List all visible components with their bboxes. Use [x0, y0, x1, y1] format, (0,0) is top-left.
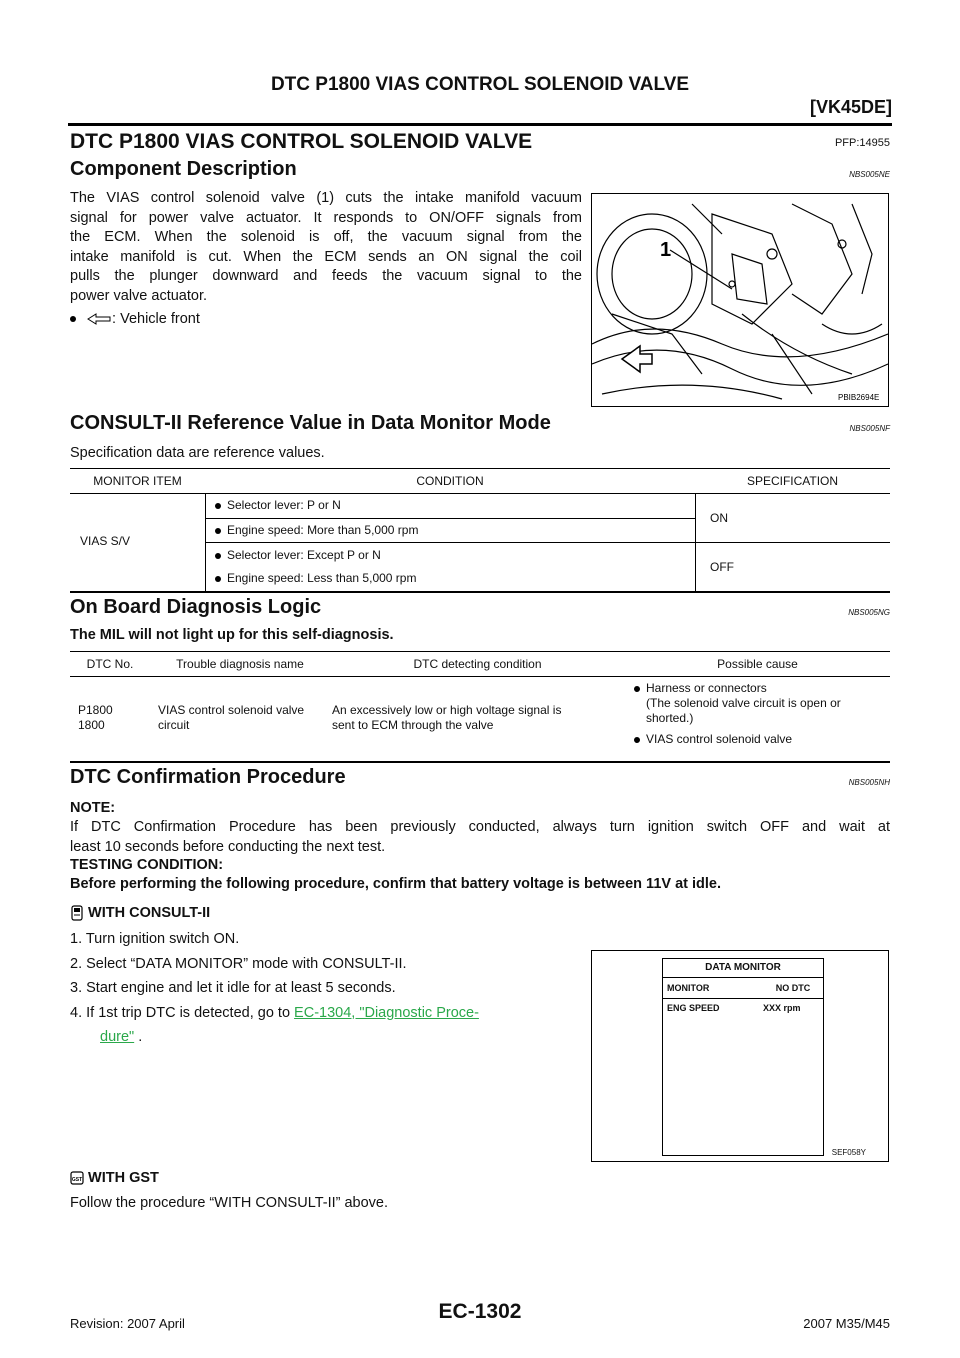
diagnostic-procedure-link[interactable]: EC-1304, "Diagnostic Proce- [294, 1004, 479, 1021]
detect-condition-line: An excessively low or high voltage signal is [332, 703, 562, 717]
condition-text: Selector lever: Except P or N [227, 548, 381, 562]
cause-text: VIAS control solenoid valve [646, 732, 793, 746]
procedure-steps [70, 927, 479, 1050]
page-number: EC-1302 [438, 1300, 522, 1323]
table-header: CONDITION [416, 474, 484, 488]
gst-instruction: Follow the procedure “WITH CONSULT-II” above. [70, 1195, 389, 1211]
engine-bay-figure [591, 193, 889, 407]
dtc-code: 1800 [78, 718, 105, 732]
table-header: DTC detecting condition [413, 657, 542, 671]
engine-illustration [592, 194, 888, 406]
component-description-text [70, 189, 582, 306]
bullet-icon [70, 316, 76, 322]
component-line: the ECM. When the solenoid is off, the vacuum signal from the [70, 229, 582, 245]
monitor-item: ENG SPEED [667, 1003, 720, 1013]
model: 2007 M35/M45 [803, 1316, 890, 1331]
procedure-step [70, 1001, 479, 1026]
table-header-row [70, 469, 890, 493]
monitor-row [663, 999, 823, 1017]
with-gst-text: WITH GST [88, 1170, 159, 1186]
condition-line [215, 571, 416, 585]
revision: Revision: 2007 April [70, 1316, 185, 1331]
vehicle-front-bullet [70, 310, 200, 330]
table-body [70, 494, 890, 591]
component-line: intake manifold is cut. When the ECM sends an ON signal the coil [70, 248, 582, 265]
obd-heading: On Board Diagnosis Logic [70, 596, 322, 618]
condition-line [215, 548, 381, 562]
section-title: DTC P1800 VIAS CONTROL SOLENOID VALVE [70, 130, 533, 153]
data-monitor-screen [662, 958, 824, 1156]
consult-tester-icon [70, 905, 84, 921]
vehicle-front-label: : Vehicle front [112, 311, 200, 327]
header-rule [68, 123, 892, 126]
section-part-number: PFP:14955 [834, 137, 890, 149]
table-header: Trouble diagnosis name [176, 657, 304, 671]
trouble-name-line: VIAS control solenoid valve [158, 703, 305, 717]
component-description-tag: NBS005NE [849, 170, 890, 179]
consult-reference-table [70, 468, 890, 593]
figure-code: PBIB2694E [838, 393, 880, 402]
consult-reference-tag: NBS005NF [849, 424, 890, 433]
with-consult-text: WITH CONSULT-II [88, 905, 211, 921]
monitor-title: DATA MONITOR [663, 959, 823, 978]
cause-text: (The solenoid valve circuit is open or [646, 696, 841, 710]
trouble-name [158, 703, 304, 733]
component-line: pulls the plunger downward and feeds the vacuum signal to the [70, 268, 582, 284]
bullet-icon [634, 686, 640, 692]
consult-reference-note: Specification data are reference values. [70, 445, 325, 461]
table-cell-item: VIAS S/V [80, 534, 131, 548]
monitor-header-row [663, 978, 823, 999]
detect-condition-line: sent to ECM through the valve [332, 718, 494, 732]
bullet-icon [215, 576, 221, 582]
with-consult-label [70, 905, 210, 921]
bullet-icon [215, 528, 221, 534]
monitor-col: MONITOR [667, 983, 710, 993]
obd-note: The MIL will not light up for this self-diagnosis. [70, 627, 394, 643]
condition-text: Engine speed: Less than 5,000 rpm [227, 571, 417, 585]
trouble-name-line: circuit [158, 718, 190, 732]
component-line: power valve actuator. [70, 287, 208, 304]
confirmation-tag: NBS005NH [848, 778, 890, 787]
figure-code: SEF058Y [831, 1148, 866, 1157]
consult-reference-heading: CONSULT-II Reference Value in Data Monitor Mode [70, 412, 551, 434]
condition-text: Selector lever: P or N [227, 498, 341, 512]
bullet-icon [215, 553, 221, 559]
figure-callout-1: 1 [660, 239, 672, 261]
spec-off: OFF [710, 560, 734, 574]
monitor-col: NO DTC [775, 983, 811, 993]
svg-text:GST: GST [71, 1177, 83, 1184]
procedure-step: 1. Turn ignition switch ON. [70, 931, 240, 947]
running-header-code: [VK45DE] [809, 97, 892, 117]
diagnostic-procedure-link[interactable]: dure" [100, 1029, 135, 1045]
cause-text: shorted.) [646, 711, 694, 725]
data-monitor-figure [591, 950, 889, 1162]
dtc-code: P1800 [78, 703, 113, 717]
table-header: SPECIFICATION [746, 474, 839, 488]
running-header-title: DTC P1800 VIAS CONTROL SOLENOID VALVE [270, 74, 690, 95]
table-header-row [70, 652, 890, 676]
step-text: . [134, 1029, 143, 1045]
note-text [70, 818, 890, 857]
procedure-step: 3. Start engine and let it idle for at least 5 seconds. [70, 980, 396, 996]
condition-line [215, 523, 418, 537]
testing-condition-label: TESTING CONDITION: [70, 857, 224, 873]
step-text: 4. If 1st trip DTC is detected, go to [70, 1004, 295, 1021]
with-gst-label [70, 1170, 159, 1186]
spec-on: ON [710, 511, 728, 525]
cause-text: Harness or connectors [646, 681, 767, 695]
bullet-icon [634, 737, 640, 743]
note-label: NOTE: [70, 800, 116, 816]
confirmation-heading: DTC Confirmation Procedure [70, 766, 346, 788]
possible-causes [634, 681, 841, 747]
procedure-step: 2. Select “DATA MONITOR” mode with CONSULT-II. [70, 955, 407, 972]
table-body [70, 677, 890, 761]
component-description-heading: Component Description [70, 158, 297, 180]
note-line: If DTC Confirmation Procedure has been previously conducted, always turn ignition switch OFF and wait at [70, 819, 890, 835]
condition-line [215, 498, 341, 512]
testing-condition-text: Before performing the following procedure, confirm that battery voltage is between 11V at idle. [70, 876, 722, 892]
condition-text: Engine speed: More than 5,000 rpm [227, 523, 419, 537]
table-header: Possible cause [717, 657, 798, 671]
detect-condition [332, 703, 561, 733]
procedure-step-continuation [70, 1025, 479, 1050]
table-header: MONITOR ITEM [93, 474, 182, 488]
obd-tag: NBS005NG [848, 608, 890, 617]
note-line: least 10 seconds before conducting the next test. [70, 838, 386, 855]
monitor-value: XXX rpm [763, 1003, 801, 1013]
table-header: DTC No. [86, 657, 134, 671]
gst-tool-icon [70, 1170, 84, 1186]
obd-table [70, 651, 890, 763]
component-line: signal for power valve actuator. It responds to ON/OFF signals from [70, 209, 582, 226]
dtc-number [78, 703, 113, 733]
vehicle-front-arrow-icon [86, 312, 112, 326]
bullet-icon [215, 503, 221, 509]
component-line: The VIAS control solenoid valve (1) cuts the intake manifold vacuum [70, 190, 582, 206]
